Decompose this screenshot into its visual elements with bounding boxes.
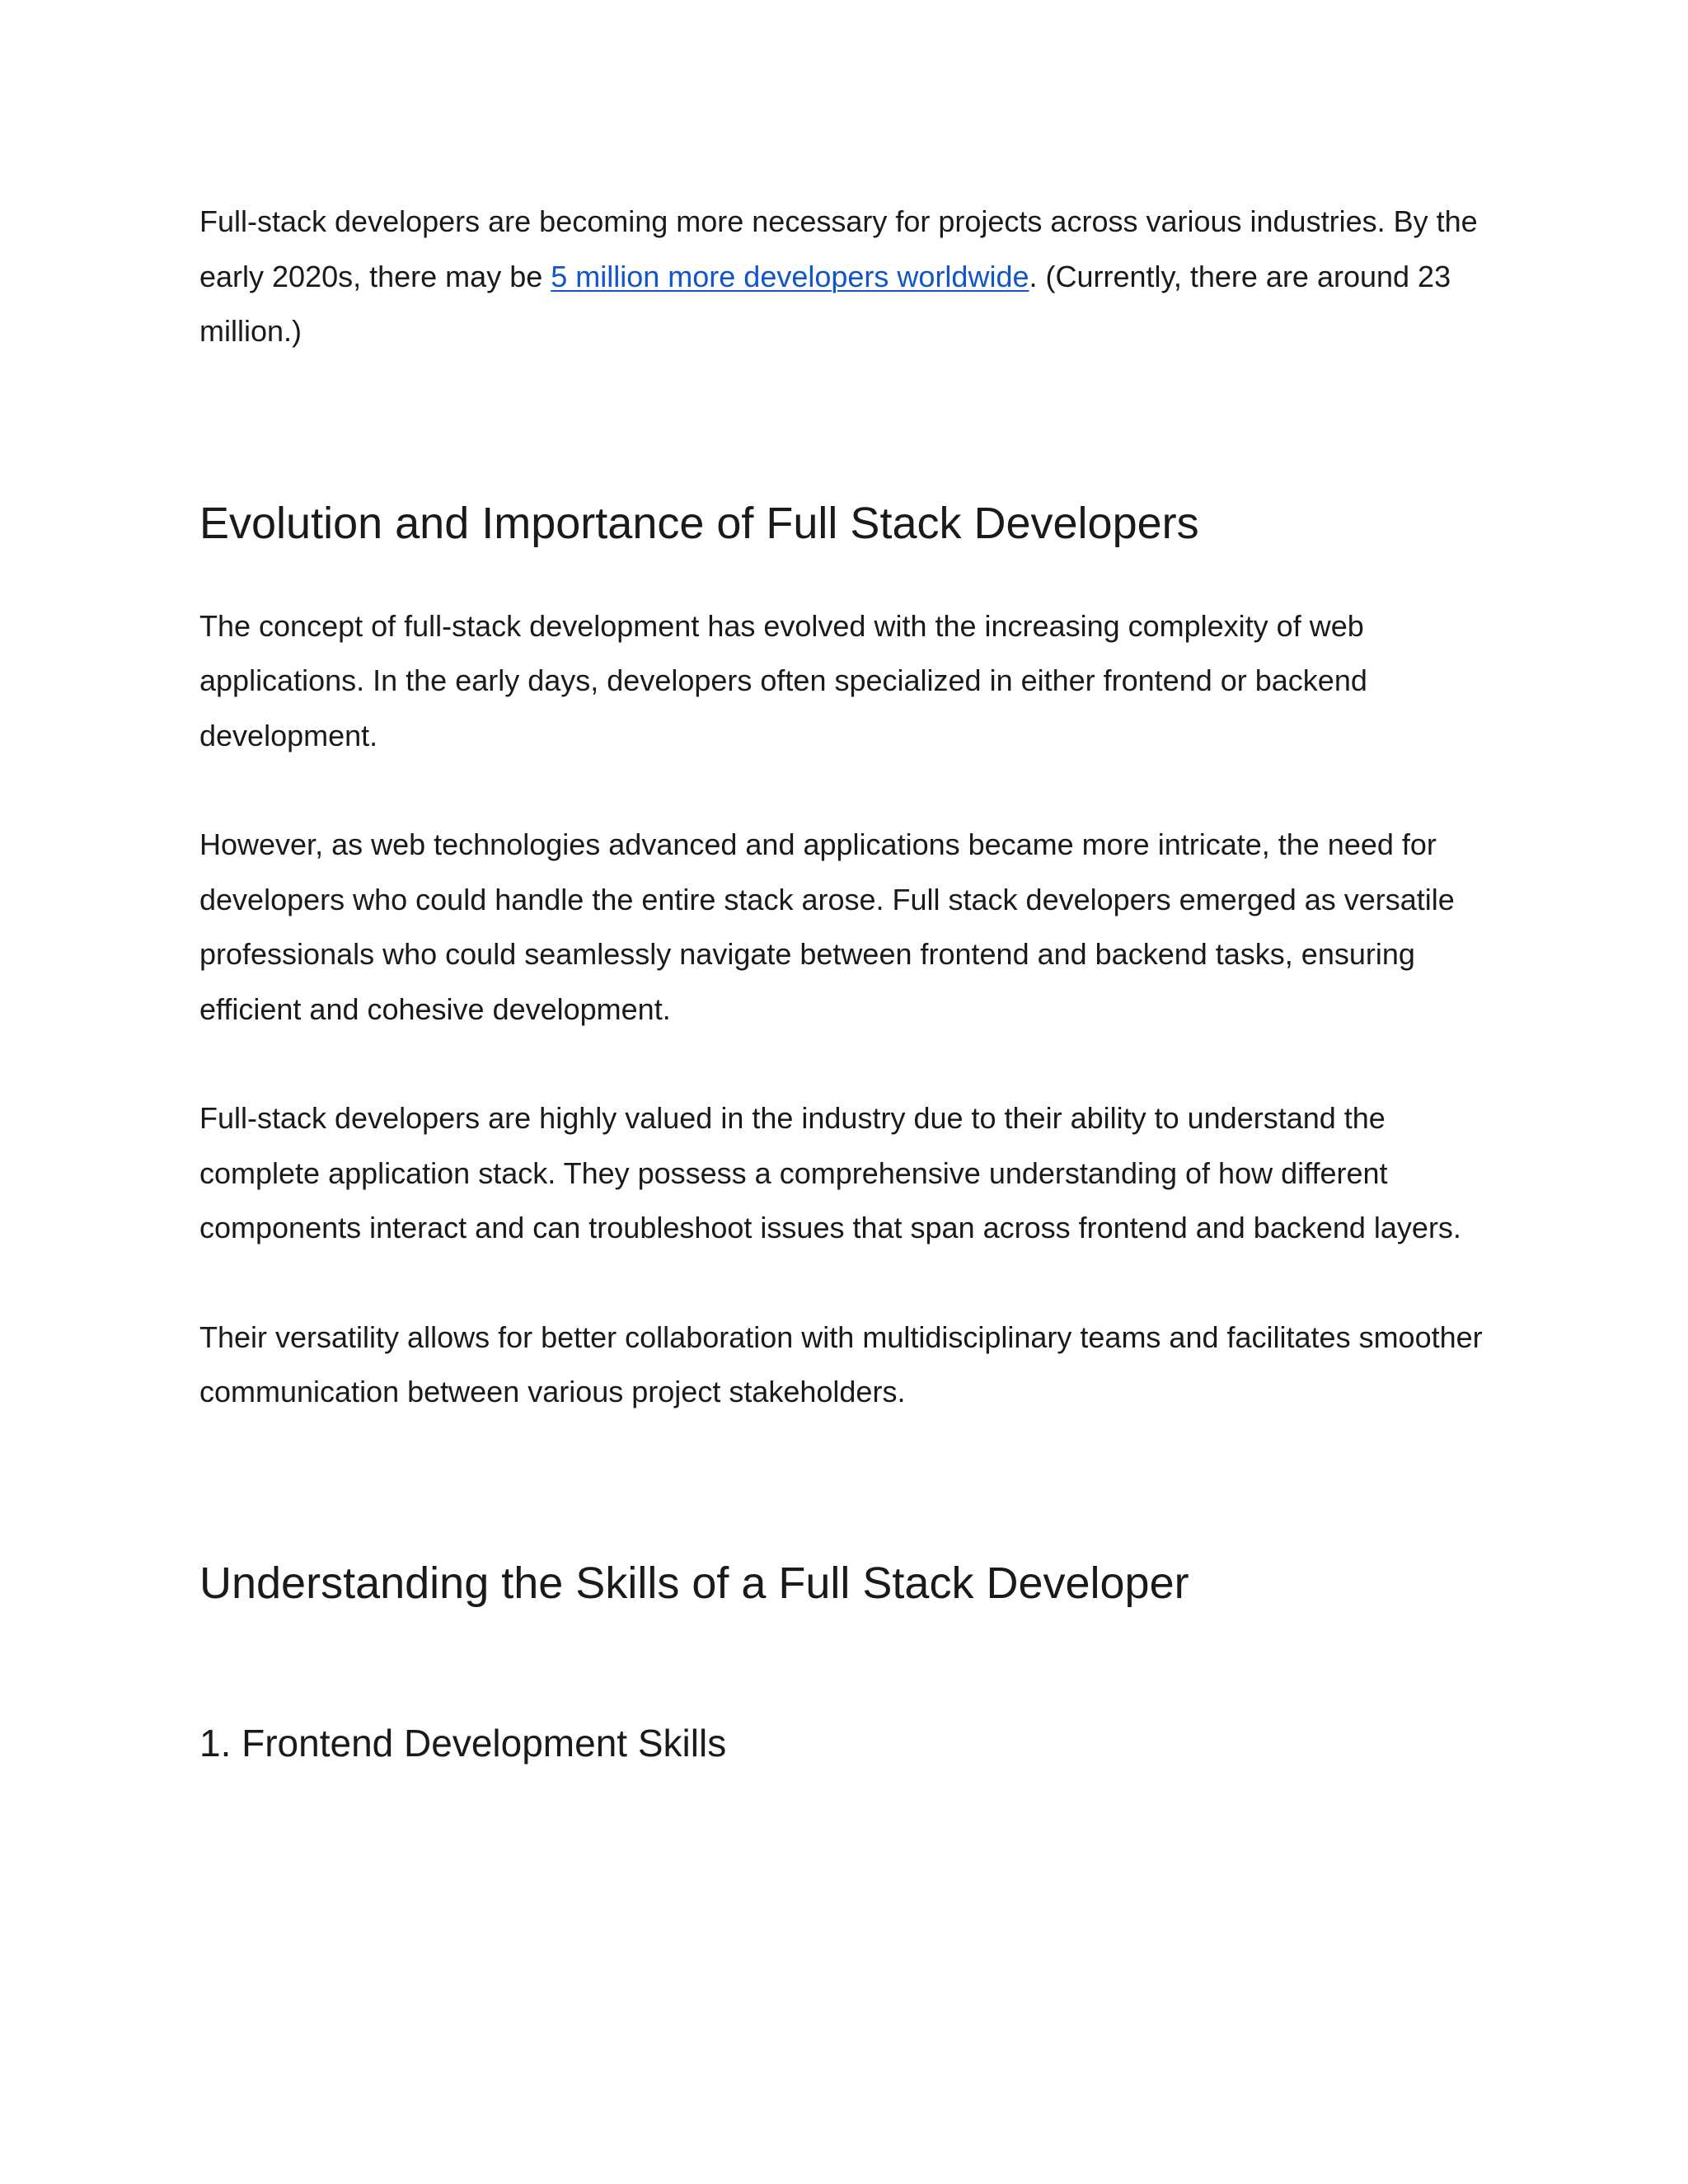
paragraph-concept: The concept of full-stack development has evolved with the increasing complexity of web applications. In the early days, developers often specialized in either frontend or backend development. (199, 608, 1367, 752)
paragraph-valued: Full-stack developers are highly valued in the industry due to their ability to understand the complete application stack. They possess a comprehensive understanding of how different components interact and can troubleshoot issues that span across frontend and backend layers. (199, 1101, 1461, 1244)
section-heading-evolution: Evolution and Importance of Full Stack Developers (199, 498, 1199, 548)
paragraph-however: However, as web technologies advanced and applications became more intricate, the need for developers who could handle the entire stack arose. Full stack developers emerged as versatile professionals who could seamlessly navigate between frontend and backend tasks, ensuring efficient and cohesive development. (199, 827, 1455, 1026)
intro-text-before: Full-stack developers are becoming more necessary for projects across various industries. By the early 2020s, there may be (199, 204, 1478, 293)
document-content (199, 194, 1502, 1768)
subheading-frontend-skills: 1. Frontend Development Skills (199, 1721, 727, 1765)
section-heading-skills: Understanding the Skills of a Full Stack Developer (199, 1558, 1189, 1608)
developers-worldwide-link[interactable]: 5 million more developers worldwide (551, 259, 1029, 293)
intro-paragraph (199, 194, 1502, 359)
paragraph-versatility: Their versatility allows for better collaboration with multidisciplinary teams and facilitates smoother communication between various project stakeholders. (199, 1319, 1483, 1408)
intro-text-after: . (Currently, there are around 23 million.) (199, 259, 1451, 348)
